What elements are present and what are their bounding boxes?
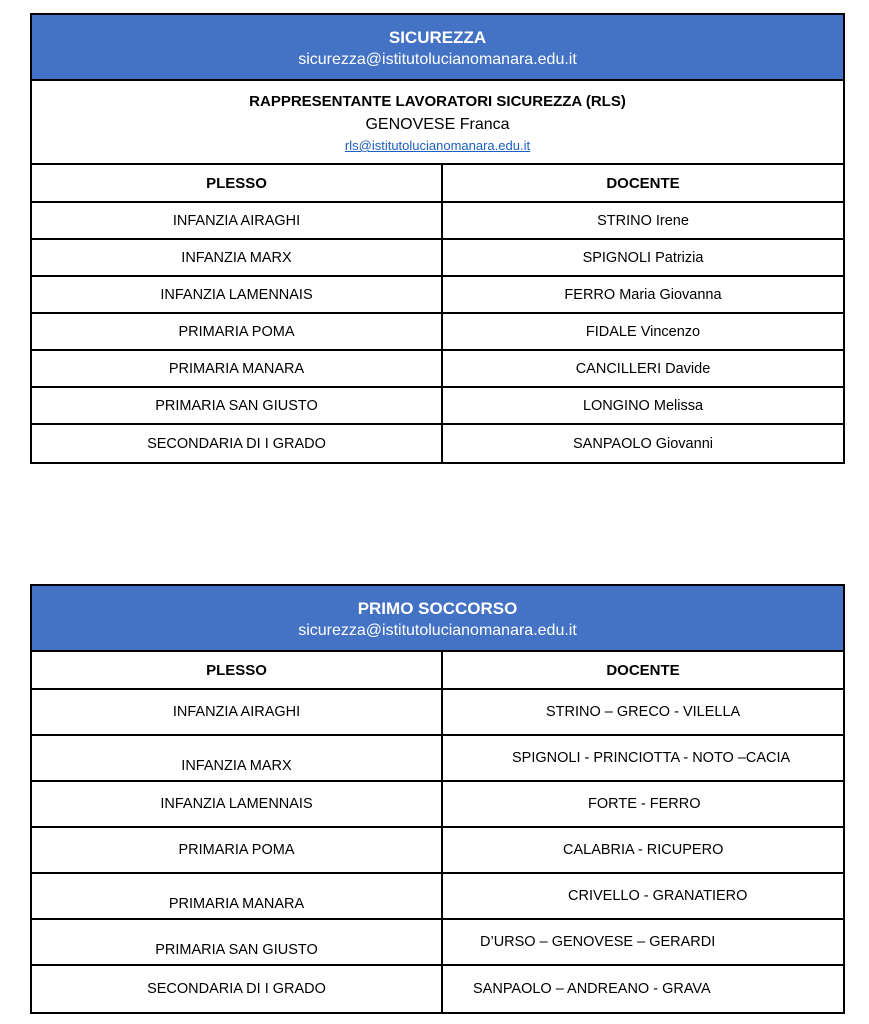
table-row <box>32 736 843 782</box>
table-row <box>32 388 843 425</box>
docente-cell: STRINO Irene <box>597 212 689 229</box>
table-row <box>32 828 843 874</box>
sicurezza-title: SICUREZZA <box>388 28 487 47</box>
table-row <box>32 277 843 314</box>
plesso-cell: PRIMARIA SAN GIUSTO <box>32 920 443 964</box>
table-row <box>32 782 843 828</box>
plesso-cell: INFANZIA AIRAGHI <box>32 690 443 734</box>
sicurezza-email: sicurezza@istitutolucianomanara.edu.it <box>298 51 577 68</box>
column-header-docente: DOCENTE <box>606 661 680 679</box>
plesso-cell: PRIMARIA POMA <box>32 314 443 349</box>
rls-name: GENOVESE Franca <box>365 116 510 133</box>
primo-soccorso-header <box>32 586 843 652</box>
table-row <box>32 966 843 1012</box>
table-row <box>32 920 843 966</box>
table-header-row <box>32 652 843 690</box>
plesso-cell: PRIMARIA MANARA <box>32 874 443 918</box>
docente-cell: SANPAOLO Giovanni <box>573 435 713 452</box>
docente-cell: CRIVELLO - GRANATIERO <box>568 888 748 904</box>
column-header-plesso: PLESSO <box>32 165 443 201</box>
docente-cell: SPIGNOLI Patrizia <box>582 249 704 266</box>
docente-cell: FIDALE Vincenzo <box>585 323 701 340</box>
rls-role: RAPPRESENTANTE LAVORATORI SICUREZZA (RLS) <box>249 93 626 110</box>
docente-cell: FERRO Maria Giovanna <box>564 286 722 303</box>
docente-cell: CANCILLERI Davide <box>575 360 711 377</box>
plesso-cell: INFANZIA LAMENNAIS <box>32 782 443 826</box>
plesso-cell: SECONDARIA DI I GRADO <box>32 966 443 1012</box>
table-row <box>32 690 843 736</box>
plesso-cell: INFANZIA AIRAGHI <box>32 203 443 238</box>
docente-cell: SANPAOLO – ANDREANO - GRAVA <box>473 981 711 997</box>
table-row <box>32 351 843 388</box>
plesso-cell: INFANZIA MARX <box>32 736 443 780</box>
docente-cell: FORTE - FERRO <box>588 796 701 812</box>
primo-soccorso-title: PRIMO SOCCORSO <box>357 599 518 618</box>
table-row <box>32 240 843 277</box>
plesso-cell: SECONDARIA DI I GRADO <box>32 425 443 462</box>
column-header-plesso: PLESSO <box>32 652 443 688</box>
docente-cell: CALABRIA - RICUPERO <box>563 842 724 858</box>
docente-cell: D’URSO – GENOVESE – GERARDI <box>480 934 716 950</box>
docente-cell: LONGINO Melissa <box>582 397 704 414</box>
table-row <box>32 425 843 462</box>
plesso-cell: PRIMARIA POMA <box>32 828 443 872</box>
table-row <box>32 874 843 920</box>
table-row <box>32 203 843 240</box>
plesso-cell: INFANZIA MARX <box>32 240 443 275</box>
sicurezza-table <box>30 13 845 464</box>
plesso-cell: INFANZIA LAMENNAIS <box>32 277 443 312</box>
rls-section <box>32 81 843 165</box>
plesso-cell: PRIMARIA MANARA <box>32 351 443 386</box>
column-header-docente: DOCENTE <box>606 174 680 192</box>
table-header-row <box>32 165 843 203</box>
docente-cell: STRINO – GRECO - VILELLA <box>546 704 741 720</box>
primo-soccorso-email: sicurezza@istitutolucianomanara.edu.it <box>298 622 577 639</box>
rls-email-link[interactable]: rls@istitutolucianomanara.edu.it <box>344 138 531 153</box>
plesso-cell: PRIMARIA SAN GIUSTO <box>32 388 443 423</box>
table-row <box>32 314 843 351</box>
primo-soccorso-table <box>30 584 845 1014</box>
docente-cell: SPIGNOLI - PRINCIOTTA - NOTO –CACIA <box>512 750 791 766</box>
sicurezza-header <box>32 15 843 81</box>
